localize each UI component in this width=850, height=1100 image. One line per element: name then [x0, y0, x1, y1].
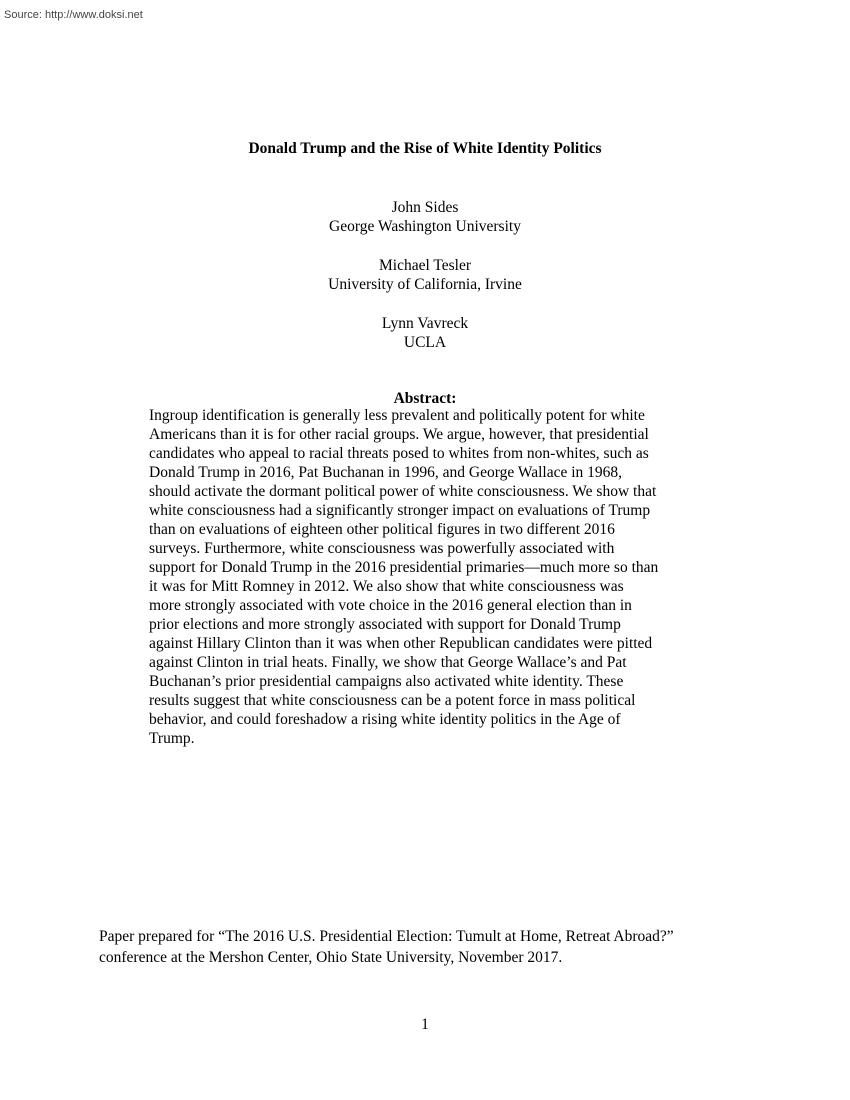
author-affiliation: University of California, Irvine	[328, 276, 522, 293]
abstract-line: Donald Trump in 2016, Pat Buchanan in 1996, and George Wallace in 1968,	[149, 464, 623, 481]
abstract-line: candidates who appeal to racial threats posed to whites from non-whites, such as	[149, 445, 649, 462]
abstract-line: than on evaluations of eighteen other political figures in two different 2016	[149, 521, 615, 538]
abstract-line: against Clinton in trial heats. Finally, we show that George Wallace’s and Pat	[149, 654, 627, 671]
abstract-line: behavior, and could foreshadow a rising white identity politics in the Age of	[149, 711, 621, 728]
source-label: Source: http://www.doksi.net	[4, 9, 143, 21]
abstract-heading: Abstract:	[393, 390, 457, 407]
abstract-line: results suggest that white consciousness can be a potent force in mass political	[149, 692, 636, 709]
paper-title: Donald Trump and the Rise of White Identity Politics	[248, 140, 602, 157]
author-block	[0, 314, 850, 352]
note-line: Paper prepared for “The 2016 U.S. Presidential Election: Tumult at Home, Retreat Abroad?”	[99, 928, 674, 945]
abstract-line: Buchanan’s prior presidential campaigns also activated white identity. These	[149, 673, 624, 690]
note-line: conference at the Mershon Center, Ohio State University, November 2017.	[99, 949, 563, 966]
abstract-line: white consciousness had a significantly stronger impact on evaluations of Trump	[149, 502, 651, 519]
author-block	[0, 256, 850, 294]
author-affiliation: George Washington University	[329, 218, 521, 235]
abstract-line: more strongly associated with vote choice in the 2016 general election than in	[149, 597, 632, 614]
author-affiliation: UCLA	[403, 334, 447, 351]
conference-note	[99, 926, 779, 968]
author-name: John Sides	[391, 199, 459, 216]
abstract-body	[149, 406, 709, 748]
abstract-line: should activate the dormant political power of white consciousness. We show that	[149, 483, 657, 500]
abstract-line: surveys. Furthermore, white consciousness was powerfully associated with	[149, 540, 615, 557]
author-name: Lynn Vavreck	[381, 315, 469, 332]
abstract-line: it was for Mitt Romney in 2012. We also show that white consciousness was	[149, 578, 624, 595]
abstract-line: Trump.	[149, 730, 195, 747]
author-block	[0, 198, 850, 236]
abstract-line: support for Donald Trump in the 2016 presidential primaries—much more so than	[149, 559, 659, 576]
abstract-line: against Hillary Clinton than it was when other Republican candidates were pitted	[149, 635, 653, 652]
abstract-line: prior elections and more strongly associated with support for Donald Trump	[149, 616, 621, 633]
page-number: 1	[421, 1016, 429, 1033]
author-name: Michael Tesler	[378, 257, 472, 274]
abstract-line: Americans than it is for other racial groups. We argue, however, that presidential	[149, 426, 649, 443]
abstract-line: Ingroup identification is generally less prevalent and politically potent for white	[149, 407, 645, 424]
